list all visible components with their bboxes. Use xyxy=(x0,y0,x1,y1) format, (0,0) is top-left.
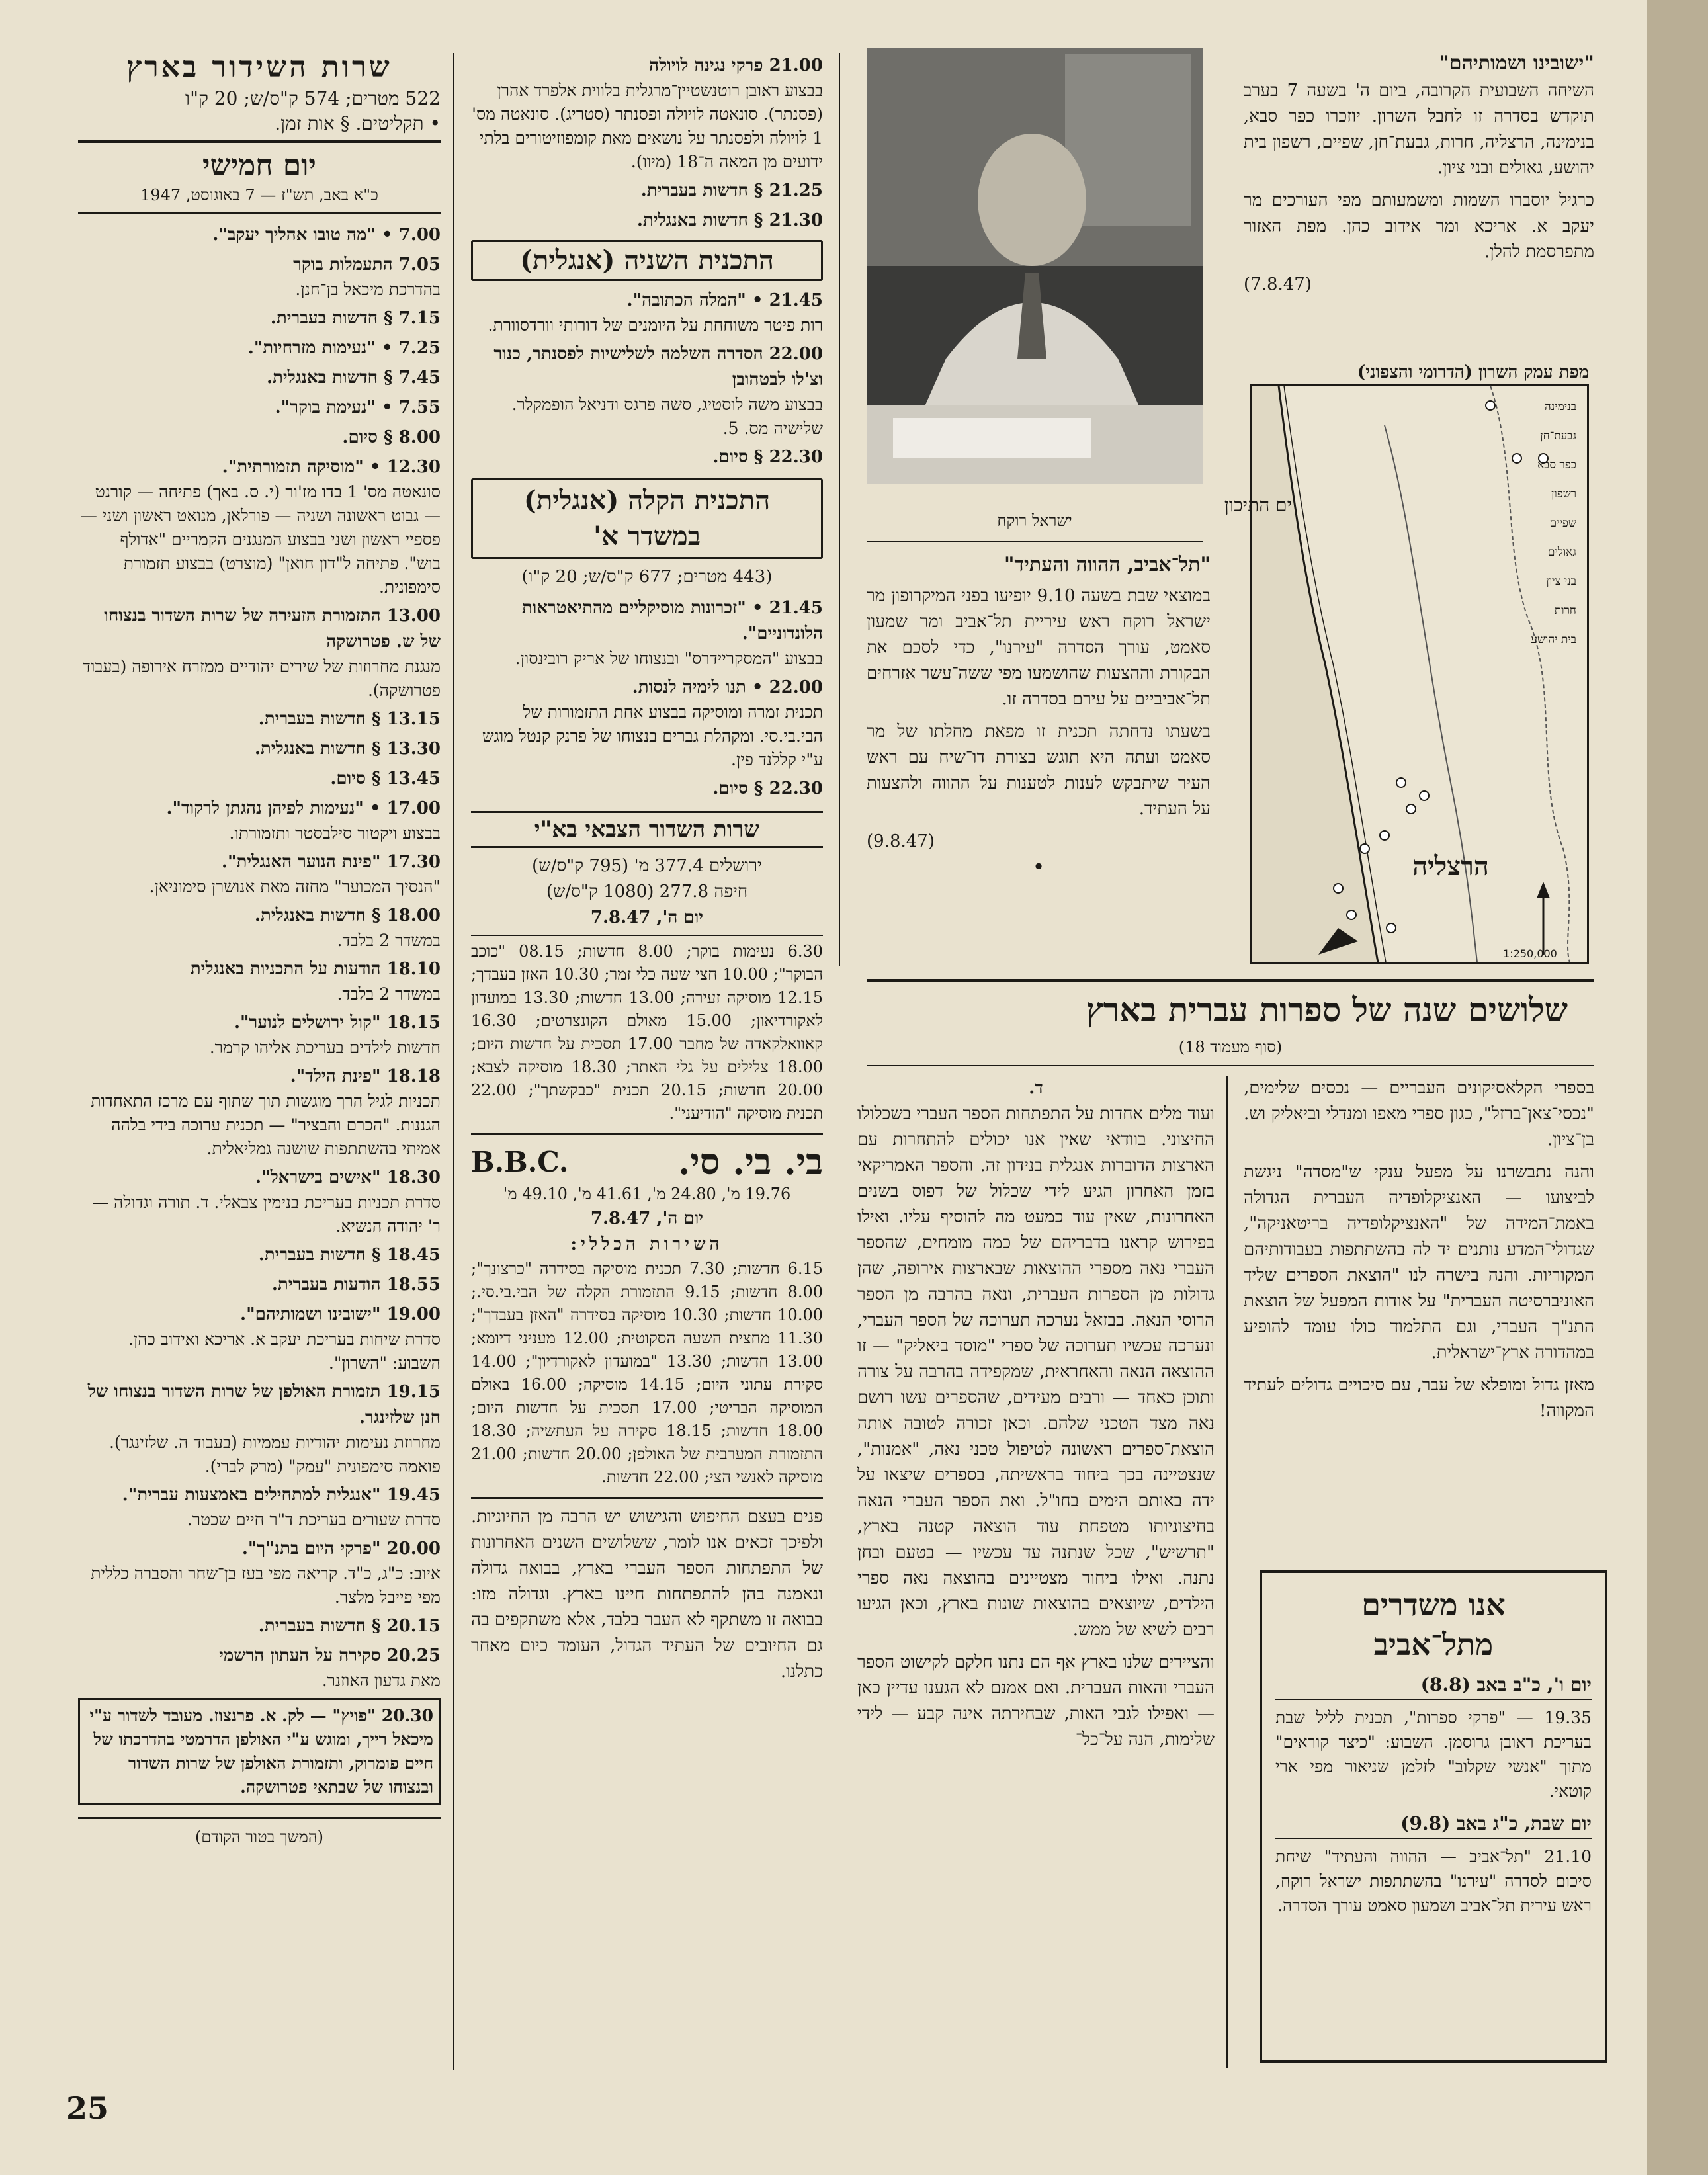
entry-title: 8.00 § סיום. xyxy=(342,427,441,447)
bbc-date: יום ה', 7.8.47 xyxy=(590,1209,704,1228)
schedule-entry xyxy=(78,903,441,953)
second-program-header: התכנית השניה (אנגלית) xyxy=(471,240,823,281)
schedule-subtitle-1: 522 מטרים; 574 ק"ס/ש; 20 ק"ו xyxy=(185,87,441,109)
entry-title: 18.10 הודעות על התכניות באנגלית xyxy=(190,959,441,979)
entry-title: 13.15 § חדשות בעברית. xyxy=(258,709,441,729)
tlv-box-title: אנו משדרים xyxy=(1361,1587,1506,1623)
entry-description: מנגנת מחרוזות של שירים יהודיים ממזרח אירופה (בעבוד פטרושקה). xyxy=(82,657,441,700)
light-program-title-2: במשדר א' xyxy=(593,521,701,552)
article-paragraph: השיחה השבועית הקרובה, ביום ה' בשעה 7 בערב תוקדש בסדרה זו לחבל השרון. יוזכרו כפר סבא, בנימינה, הרצליה, חרות, גבעת־חן, שפיים, רשפון בית יהושע, גאולים ובני ציון. xyxy=(1244,81,1595,178)
bbc-title: בי. בי. סי. xyxy=(677,1140,823,1183)
entry-title: 7.05 התעמלות בוקר xyxy=(293,255,441,275)
portrait-photo xyxy=(867,48,1203,484)
literature-right-column xyxy=(1244,1076,1594,1558)
entry-title: 12.30 • "מוסיקה תזמורתית". xyxy=(222,457,441,477)
entry-title: 20.00 "פרקי היום בתנ"ך". xyxy=(241,1539,441,1558)
entry-title: 18.45 § חדשות בעברית. xyxy=(258,1245,441,1265)
article-paragraph: בשעתו נדחתה תכנית זו מפאת מחלתו של מר סאמט ועתה היא תוגש בצורת דו־שיח עם ראש העיר שיתבקש לענות לטענות על ההווה ולהצעות על העתיד. xyxy=(867,722,1211,819)
schedule-entry xyxy=(471,675,823,772)
schedule-entry xyxy=(78,222,441,248)
tlv-box-program: 21.10 "תל־אביב — ההווה והעתיד" שיחת סיכום לסדרה "עירנו" בהשתתפות ישראל רוקח, ראש עירית תל־אביב ושמעון סאמט עורך הסדרה. xyxy=(1275,1847,1592,1915)
article-paragraph: ועוד מלים אחדות על התפתחות הספר העברי בשכלולו החיצוני. בוודאי שאין אנו יכולים להתחרות עם הארצות הדוברות אנגלית בנידון זה. והספר האמריקאי בזמן האחרון הגיע לידי שכלול של דפוס בשנים האחרונות, שאין עוד כמעט מה להוסיף עליו. ואילו בפירוש קראנו בדבריהם של כמה מומחים, שהספר העברי נאה מספרי ההוצאות שבארצות אירופה, שהן גדולות מן הספרות העברית, ונאה בהרבה מן הספר הרוסי הנאה. בבזאל נערכה תערוכה של הספר העברי, ונערכה עכשיו תערוכה של ספרי "מוסד ביאליק" — זו ההוצאה הנאה והאחראית, שמקפידה בהרבה על צורה ותוכן כאחד — ורבים מעידים, שהספרים עשו רושם נאה מצד הטכני שלהם. וכאן זכורה לטובה אותה הוצאת־ספרים ראשונה לטיפול טכני נאה, "אמנות", שנצטיינה בכך ביחוד בראשיתה, בספרים שיצאו על ידה באותם הימים בחו"ל. ואת הספר העברי הנאה בחיצוניותו מטפחת עוד הוצאה קטנה בארץ, "תרשיש", שכל שנתנה עד עכשיו — בטעם ובחן נתנה. ואילו ביחוד מצטיינים בהוצאה נאה ספרי הילדים, שיוצאים בהוצאות שונות בארץ, וכאן הגיעו רבים לשיא של ממש. xyxy=(857,1104,1215,1640)
article-continuation: פנים בעצם החיפוש והגישוש יש הרבה מן החיוניות. ולפיכך זכאים אנו לומר, ששלושים השנים האחרונות של התפתחות הספר העברי בארץ, בבואה גדולה ונאמנה בהן להתפתחות חיינו בארץ. וגדולה מזו: בבואה זו משתקף לא העבר בלבד, אלא משתקפים בה גם החיובים של העתיד הגדול, העומד כיום מאחר כתלנו. xyxy=(471,1507,823,1682)
divider xyxy=(78,140,441,143)
entry-title: 13.30 § חדשות באנגלית. xyxy=(254,739,441,759)
army-radio-date: יום ה', 7.8.47 xyxy=(590,908,704,927)
article-date: (9.8.47) xyxy=(867,832,935,851)
entry-description: במשדר 2 בלבד. xyxy=(337,984,441,1003)
schedule-entry xyxy=(78,306,441,331)
entry-title: 21.00 פרקי נגינה לויולה xyxy=(649,56,823,75)
entry-title: 18.15 "קול ירושלים לנוער". xyxy=(234,1013,441,1033)
literature-subtitle: (סוף מעמוד 18) xyxy=(1178,1038,1283,1056)
map-place-label: שפיים xyxy=(1549,517,1576,530)
schedule-entry xyxy=(471,445,823,470)
divider xyxy=(471,935,823,936)
schedule-entry xyxy=(471,776,823,802)
entry-title: 18.30 "אישים בישראל". xyxy=(255,1168,441,1187)
map-sea-label: ים התיכון xyxy=(1224,494,1292,516)
bbc-header xyxy=(471,1140,823,1183)
entry-title: 7.45 § חדשות באנגלית. xyxy=(266,368,441,388)
schedule-entry xyxy=(78,425,441,450)
entry-description: רות פיטר משוחחת על היומנים של דורותי וורדסוורת. xyxy=(488,316,823,335)
map-place-label: בית יהושע xyxy=(1531,633,1576,646)
second-program-list xyxy=(471,288,823,470)
schedule-entry xyxy=(471,341,823,441)
army-radio-schedule: 6.30 נעימות בוקר; 8.00 חדשות; 08.15 "כוכב הבוקר"; 10.00 חצי שעה כלי זמר; 10.30 האזן בעבדך; 12.15 מוסיקה זעירה; 13.00 חדשות; 13.30 במועדון לאקורדיאון; 15.00 מאולם הקונצרטים; 16.30 קאוואלקאדה של מחבר 17.00 תסכית על חדשות היום; 18.00 צלילים על גלי האתר; 18.30 מוסיקה לצבא; 20.00 חדשות; 20.15 תכנית "כבקשתך"; 22.00 תכנית מוסיקה "הודיעני". xyxy=(471,942,824,1123)
article-title: "ישובינו ושמותיהם" xyxy=(1439,52,1594,75)
entry-title: 7.00 • "מה טובו אהליך יעקב". xyxy=(212,225,441,245)
column-rule xyxy=(839,53,840,966)
schedule-list-top xyxy=(471,53,823,234)
literature-title: שלושים שנה של ספרות עברית בארץ xyxy=(1086,990,1568,1029)
schedule-entry xyxy=(78,849,441,899)
schedule-entry xyxy=(78,1643,441,1693)
article-title: "תל־אביב, ההווה והעתיד" xyxy=(1003,553,1211,576)
tlv-broadcast-box xyxy=(1260,1570,1607,2063)
separator-bullet: • xyxy=(1033,857,1045,877)
entry-title: 18.00 § חדשות באנגלית. xyxy=(254,906,441,925)
telaviv-article xyxy=(867,550,1211,960)
entry-description: סדרת שעורים בעריכת ד"ר חיים שכטר. xyxy=(187,1510,441,1529)
schedule-entry xyxy=(78,796,441,845)
bbc-frequencies: 19.76 מ', 24.80 מ', 41.61 מ', 49.10 מ' xyxy=(503,1185,791,1203)
entry-title: 21.45 • "המלה הכתובה". xyxy=(626,290,823,310)
article-paragraph: והנה נתבשרנו על מפעל ענקי ש"מסדה" ניגשת לביצועו — האנציקלופדיה העברית הגדולה באמת־המידה של "האנציקלופדיה בריטאניקה", שגדולי־המדע נותנים יד לה בהשתתפות בעבודותיהם המקוריות. והנה בישרה לנו "הוצאת הספרים שליד האוניברסיטה העברית" על אודות המפעל של הוצאת התנ"ך העברי, וגם התלמוד כולו עומד להופיע במהדורה ארץ־ישראלית. xyxy=(1244,1162,1594,1363)
schedule-entry xyxy=(78,1536,441,1609)
entry-title: 17.00 • "נעימות לפיהן נהגתן לרקוד". xyxy=(166,798,441,818)
schedule-entry xyxy=(78,1242,441,1268)
entry-title: 21.30 § חדשות באנגלית. xyxy=(636,210,823,230)
schedule-entry xyxy=(78,706,441,732)
entry-description: בבצוע "המסקריידרס" ובנצוחו של אריק רובינסון. xyxy=(515,649,823,668)
schedule-entry xyxy=(78,1064,441,1161)
entry-title: 7.55 • "נעימת בוקר". xyxy=(275,398,441,417)
entry-title: 21.45 • "זכרונות מוסיקליים מהתיאטראות הלונדוניים". xyxy=(521,598,823,644)
entry-title: 13.00 התזמורת הזעירה של שרות השדור בנצוחו של ש. פטרושקה xyxy=(104,606,441,652)
photo-caption: ישראל רוקח xyxy=(997,511,1072,530)
map-place-label: חרות xyxy=(1554,604,1576,617)
entry-title: 13.45 § סיום. xyxy=(330,769,441,789)
light-program-frequency: (443 מטרים; 677 ק"ס/ש; 20 ק"ו) xyxy=(521,567,773,587)
map-places xyxy=(1404,399,1576,648)
radio-schedule-column xyxy=(78,49,441,2086)
entry-description: סונאטה מס' 1 בדו מז'ור (י. ס. באך) פתיחה — קורנט — גבוט ראשונה ושניה — פורלאן, מנואט ראשון ושני — פספיי ראשון ושני בבצוע המנגנים הקמריים "אדולף בוש". פתיחה ל"דון חואן" (מוצרט) בבצוע תזמורת סימפונית. xyxy=(80,482,441,597)
schedule-entry xyxy=(78,736,441,762)
schedule-entry xyxy=(471,288,823,337)
entry-description: בבצוע ראובן רוטנשטיין־מרגלית בלווית אלפרד אהרן (פסנתר). סונאטה לויולה ופסנתר (סטריג). סונאטה מס' 1 לויולה ולפסנתר על נושאים מאת קומפוזיטורים בלתי ידועים מן המאה ה־18 (מיוו). xyxy=(472,81,823,171)
schedule-entry xyxy=(78,1482,441,1532)
entry-title: 18.55 הודעות בעברית. xyxy=(271,1275,441,1295)
entry-title: 7.25 • "נעימות מזרחיות". xyxy=(247,338,441,358)
article-paragraph: והציירים שלנו בארץ אף הם נתנו חלקם לקישוט הספר העברי והאות העברית. ואם אמנם לא הגענו עדיין כאן — ואפילו לגבי האות, שבחירתה אינה קבע — לידי שלימות, הנה על־כל־ xyxy=(857,1652,1215,1750)
schedule-entry xyxy=(78,454,441,599)
schedule-entry xyxy=(78,603,441,703)
day-title: יום חמישי xyxy=(202,149,316,183)
schedule-entry xyxy=(78,957,441,1006)
map-place-label: רשפון xyxy=(1551,488,1576,501)
article-paragraph: כרגיל יוסברו השמות ומשמעותם מפי העורכים מר יעקב א. אריכא ומר אידוב כהן. מפת האזור מתפרסמת להלן. xyxy=(1244,191,1594,262)
divider xyxy=(867,541,1203,542)
sharon-map xyxy=(1224,384,1589,964)
page-number: 25 xyxy=(66,2090,109,2126)
entry-description: בהדרכת מיכאל בן־חנן. xyxy=(295,280,441,299)
tlv-box-program: 19.35 — "פרקי ספרות", תכנית לליל שבת בעריכת ראובן גרוסמן. השבוע: "כיצד קוראים" מתוך "אנשי שקלוב" לזלמן שניאור מפי ארי קוטאי. xyxy=(1275,1708,1592,1801)
entry-description: סדרת תכניות בעריכת בנימין צבאלי. ד. תורה וגדולה — ר' יהודה הנשיא. xyxy=(92,1193,441,1236)
entry-title: 20.15 § חדשות בעברית. xyxy=(258,1616,441,1636)
map-place-list xyxy=(1404,399,1576,677)
entry-title: 19.45 "אנגלית למתחילים באמצעות עברית". xyxy=(122,1485,441,1505)
divider xyxy=(867,979,1594,982)
map-place-label: גבעת־חן xyxy=(1540,429,1576,443)
schedule-entry xyxy=(78,335,441,361)
entry-description: סדרת שיחות בעריכת יעקב א. אריכא ואידוב כהן. השבוע: "השרון". xyxy=(128,1330,441,1373)
map-place-label: בנימינה xyxy=(1544,400,1576,413)
bbc-schedule: 6.15 חדשות; 7.30 תכנית מוסיקה בסידרה "כרצונך"; 8.00 חדשות; 9.15 התזמורת הקלה של הבי.בי.סי.; 10.00 חדשות; 10.30 מוסיקה בסידרה "האזן בעבדך"; 11.30 מחצית השעה הסקוטית; 12.00 מעניני דיומא; 13.00 חדשות; 13.30 "במועדון לאקורדיון"; 14.00 סקירת עתוני היום; 14.15 מוסיקה; 16.00 באולם המוסיקה הבריטי; 17.00 תסכית על חדשות היום; 18.00 חדשות; 18.15 סקירה על העתשיה; 18.30 התזמורת המערבית של האולפן; 20.00 חדשות; 21.00 מוסיקה לאנשי הצי; 22.00 חדשות. xyxy=(471,1259,824,1486)
schedule-entry xyxy=(78,1272,441,1298)
schedule-entry xyxy=(471,595,823,671)
tlv-box-day: יום שבת, כ"ג באב (9.8) xyxy=(1275,1810,1592,1839)
light-program-list xyxy=(471,595,823,802)
army-radio-header xyxy=(471,811,823,848)
map-place-label: בני ציון xyxy=(1546,575,1576,588)
map-city-label: הרצליה xyxy=(1412,851,1489,882)
light-program-header xyxy=(471,478,823,559)
continued-note: (המשך בטור הקודם) xyxy=(194,1828,324,1846)
schedule-entry xyxy=(471,53,823,174)
portrait-image xyxy=(867,48,1203,484)
entry-description: מחרוזת נעימות יהודיות עממיות (בעבוד ה. שלזינגר). פואמה סימפונית "עמק" (מרק לברי). xyxy=(108,1433,441,1476)
schedule-entry xyxy=(78,395,441,421)
divider xyxy=(471,1133,823,1135)
column-rule xyxy=(453,53,454,2070)
entry-title: 22.00 הסדרה השלמה לשלישיות לפסנתר, כנור וצ'לו לבטהובן xyxy=(493,344,823,390)
entry-description: תכניות לגיל הרך מוגשות תוך שתוף עם מרכז התאחדות הגננות. "הכרם והבציר" — תכנית ערוכה בידי בלהה אמיתי בהשתתפות שושנה גמליאלית. xyxy=(91,1091,441,1158)
entry-title: 22.30 § סיום. xyxy=(712,779,823,798)
schedule-title: שרות השידור בארץ xyxy=(126,50,392,84)
entry-description: בבצוע משה לוסטיג, סשה פרגס ודניאל הופמקלר. שלישיה מס. 5. xyxy=(511,395,823,438)
schedule-entry xyxy=(78,766,441,792)
army-radio-title: שרות השדור הצבאי בא"י xyxy=(534,816,760,843)
article-paragraph: במוצאי שבת בשעה 9.10 יופיעו בפני המיקרופון מר ישראל רוקח ראש עיריית תל־אביב ומר שמעון סאמט, עורך הסדרה "עירנו", כדי לסכם את הבקורת וההצעות שהושמעו מפי ששה־עשר אזרחים תל־אביביים על עירם בסדרה זו. xyxy=(867,586,1211,709)
entry-description: "הנסיך המכוער" מחזה מאת אנושרן סימוניאן. xyxy=(149,877,441,896)
radio-schedule-column-2 xyxy=(471,53,823,2077)
army-radio-line-1: ירושלים 377.4 מ' (795 ק"ס/ש) xyxy=(532,856,762,876)
section-mark: ד. xyxy=(1029,1078,1043,1098)
map-scale: 1:250,000 xyxy=(1503,947,1557,960)
entry-description: מאת גדעון האוזנר. xyxy=(321,1671,441,1690)
schedule-list xyxy=(78,222,441,1693)
schedule-entry xyxy=(78,1010,441,1060)
entry-title: 22.00 • תנו לימיה לנסות. xyxy=(632,677,823,697)
entry-title: 20.25 סקירה על העתון הרשמי xyxy=(219,1646,441,1666)
map-place-label: כפר סבא xyxy=(1537,458,1576,472)
entry-title: 19.15 תזמורת האולפן של שרות השדור בנצוחו של חנן שלזינגר. xyxy=(87,1382,441,1428)
entry-title: 7.15 § חדשות בעברית. xyxy=(270,308,441,328)
divider xyxy=(78,1817,441,1819)
featured-program-box: 20.30 "פויץ" — לק. א. פרנצוז. מעובד לשדור ע"י מיכאל רייך, ומוגש ע"י האולפן הדרמטי בהדרכתו של חיים פומרוק, ותזמורת האולפן של שרות השדור ובנצוחו של שבתאי פטרושקה. xyxy=(78,1698,441,1805)
army-radio-line-2: חיפה 277.8 (1080 ק"ס/ש) xyxy=(546,882,748,902)
schedule-entry xyxy=(78,365,441,391)
schedule-entry xyxy=(78,252,441,302)
entry-description: איוב: כ"ג, כ"ד. קריאה מפי בעז בן־שחר והסברה כללית מפי פייבל מלצר. xyxy=(91,1564,441,1607)
entry-description: בבצוע ויקטור סילבסטר ותזמורתו. xyxy=(229,824,441,843)
entry-title: 19.00 "ישובינו ושמותיהם". xyxy=(240,1304,441,1324)
map-place-label: גאולים xyxy=(1547,546,1576,559)
light-program-title: התכנית הקלה (אנגלית) xyxy=(523,485,771,516)
map-title: מפת עמק השרון (הדרומי והצפוני) xyxy=(1357,362,1589,382)
tlv-box-day: יום ו', כ"ב באב (8.8) xyxy=(1275,1671,1592,1700)
schedule-entry xyxy=(78,1165,441,1238)
entry-title: 21.25 § חדשות בעברית. xyxy=(640,181,823,200)
page-edge-shadow xyxy=(1647,0,1708,2175)
schedule-entry xyxy=(471,208,823,234)
divider xyxy=(78,212,441,214)
entry-title: 22.30 § סיום. xyxy=(712,447,823,467)
settlements-article xyxy=(1244,49,1594,347)
schedule-entry xyxy=(78,1613,441,1639)
article-date: (7.8.47) xyxy=(1244,275,1312,294)
schedule-subtitle-2: • תקליטים. § אות זמן. xyxy=(275,112,441,134)
schedule-entry xyxy=(78,1379,441,1478)
article-paragraph: בספרי הקלאסיקונים העבריים — נכסים שלימים, "נכסי־צאן־ברזל", כגון ספרי מאפו ומנדלי וביאליק וש. בן־ציון. xyxy=(1244,1078,1594,1150)
schedule-entry xyxy=(471,178,823,204)
divider xyxy=(867,1065,1594,1066)
entry-title: 17.30 "פינת הנוער האנגלית". xyxy=(221,852,441,872)
entry-title: 18.18 "פינת הילד". xyxy=(290,1066,441,1086)
entry-description: במשדר 2 בלבד. xyxy=(337,931,441,950)
entry-description: תכנית זמרה ומוסיקה בבצוע אחת התזמורות של הבי.בי.סי. ומקהלת גברים בנצוחו של פרנק קנטל מוגש ע"י קללנד פין. xyxy=(482,703,823,769)
literature-left-column xyxy=(857,1076,1215,2121)
tlv-box-title-2: מתל־אביב xyxy=(1373,1627,1494,1662)
bbc-service: השירות הכללי: xyxy=(570,1234,724,1254)
date-line: כ"א באב, תש"ז — 7 באוגוסט, 1947 xyxy=(140,186,378,204)
schedule-entry xyxy=(78,1302,441,1375)
divider xyxy=(471,1497,823,1499)
article-paragraph: מאזן גדול ומופלא של עבר, עם סיכויים גדולים לעתיד המקווה! xyxy=(1244,1375,1594,1421)
column-rule xyxy=(1226,1076,1228,2068)
bbc-title-latin: B.B.C. xyxy=(471,1145,569,1178)
entry-description: חדשות לילדים בעריכת אליהו קרמר. xyxy=(209,1038,441,1057)
